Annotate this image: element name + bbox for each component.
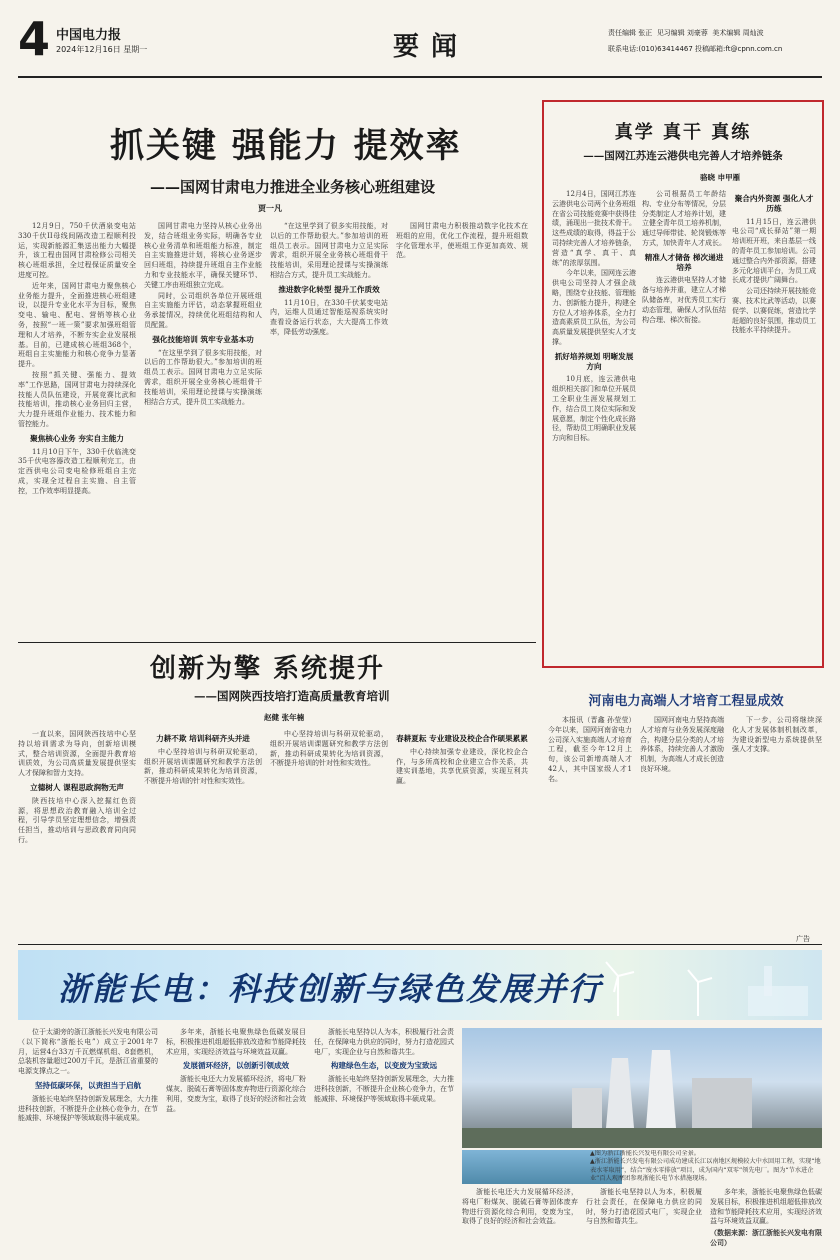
article3-title: 创新为擎 系统提升 xyxy=(150,654,386,684)
article2-subhead-3: 聚合内外资源 强化人才历练 xyxy=(734,194,814,213)
article4-title: 河南电力高端人才培育工程显成效 xyxy=(588,694,784,709)
paragraph: 11月10日，在330千伏某变电站内，运维人员通过智能巡视系统实时查看设备运行状态，大大提高工作效率，降低劳动强度。 xyxy=(270,298,388,336)
ad-subhead-3: 构建绿色生态，以变废为宝致远 xyxy=(330,1061,438,1071)
paragraph: 11月10日下午，330千伏临洮变35千伏电容器改造工程顺利完工，由定西供电公司变电检修班组自主完成，实现全过程自主实施、自主管控，工作效率明显提高。 xyxy=(18,447,136,495)
paragraph: 中心坚持培训与科研双轮驱动，组织开展培训课题研究和教学方法创新，推动科研成果转化为培训资源，不断提升培训的针对性和实效性。 xyxy=(270,730,388,768)
editor-2: 见习编辑 刘豪蓉 xyxy=(656,29,708,37)
article3-authors: 赵健 张年楠 xyxy=(264,713,305,722)
ad-col5 xyxy=(586,1188,702,1256)
ad-signature: （数据来源：浙江浙能长兴发电有限公司） xyxy=(710,1228,822,1247)
paragraph: 12月4日，国网江苏连云港供电公司两个业务班组在省公司技能竞赛中获得佳绩，涌现出一批技术骨干。这些成绩的取得，得益于公司持续完善人才培养链条，营造“真学、真干、真练”的浓厚氛围。 xyxy=(552,190,636,267)
photo-caption xyxy=(590,1150,822,1186)
article1-col4 xyxy=(396,222,528,630)
article2-title: 真学 真干 真练 xyxy=(614,122,752,143)
ad-subhead-1: 坚持低碳环保，以责担当于启航 xyxy=(34,1080,142,1090)
paragraph: “在这里学到了很多实用技能，对以后的工作帮助很大。”参加培训的班组员工表示。国网甘肃电力立足实际需求，组织开展全业务核心班组骨干技能培训，采用理论授课与实操演练相结合方式，提升员工实战能力。 xyxy=(144,348,262,406)
ad-rule xyxy=(18,944,822,945)
paragraph: 浙能长电坚持以人为本，积极履行社会责任，在保障电力供应的同时，努力打造花园式电厂，实现企业与自然和谐共生。 xyxy=(314,1028,454,1056)
paragraph: 10月底，连云港供电组织相关部门和单位开展员工全职业生涯发展规划工作，结合员工岗位实际和发展意愿，制定个性化成长路径，帮助员工明确职业发展方向和目标。 xyxy=(552,375,636,443)
editor-1: 责任编辑 张正 xyxy=(608,29,653,37)
paragraph: 中心坚持培训与科研双轮驱动，组织开展培训课题研究和教学方法创新，推动科研成果转化为培训资源，不断提升培训的针对性和实效性。 xyxy=(144,747,262,786)
paragraph: 多年来，浙能长电聚焦绿色低碳发展目标，积极推进机组超低排放改造和节能降耗技术应用，实现经济效益与环境效益双赢。 xyxy=(166,1028,306,1056)
paragraph: 陕西技培中心深入挖掘红色资源，将思想政治教育融入培训全过程，引导学员坚定理想信念，增强责任担当，推动培训与思政教育同向同行。 xyxy=(18,796,136,844)
power-plant-photo xyxy=(462,1028,822,1148)
paragraph: 浙能长电还大力发展循环经济，将电厂粉煤灰、脱硫石膏等固体废弃物进行资源化综合利用，变废为宝，取得了良好的经济和社会效益。 xyxy=(166,1075,306,1113)
caption-1: ▲图为浙江浙能长兴发电有限公司全景。 xyxy=(590,1150,700,1157)
ad-col1 xyxy=(18,1028,158,1256)
ad-col6 xyxy=(710,1188,822,1256)
paragraph: 浙能长电还大力发展循环经济，将电厂粉煤灰、脱硫石膏等固体废弃物进行资源化综合利用，变废为宝，取得了良好的经济和社会效益。 xyxy=(462,1188,578,1226)
article1-subhead-1: 聚焦核心业务 夯实自主能力 xyxy=(30,433,124,443)
article2-subhead-2: 精准人才储备 梯次递进培养 xyxy=(644,252,724,272)
article3-col3 xyxy=(270,730,388,932)
ad-col3 xyxy=(314,1028,454,1256)
paragraph: 国网甘肃电力积极推动数字化技术在班组的应用，优化工作流程，提升班组数字化管理水平，使班组工作更加高效、规范。 xyxy=(396,222,528,260)
article3-subhead-1: 立德树人 课程思政润物无声 xyxy=(30,782,124,792)
paragraph: 近年来，国网甘肃电力聚焦核心业务能力提升，全面推进核心班组建设，以提升专业化水平为目标，聚焦变电、输电、配电、营销等核心业务，按照“一班一策”要求加强班组管理和人才培养，不断夯实企业发展根基。目前，已建成核心班组368个，班组自主实施能力和核心竞争力显著提升。 xyxy=(18,281,136,369)
article3-subtitle: ——国网陕西技培打造高质量教育培训 xyxy=(194,689,390,703)
article1-col3 xyxy=(270,222,388,630)
article2-col3 xyxy=(732,190,816,658)
paragraph: 国网河南电力坚持高端人才培育与业务发展深度融合，构建分层分类的人才培养体系，持续完善人才激励机制，为高端人才成长创造良好环境。 xyxy=(640,716,724,773)
article3-subhead-3: 春耕夏耘 专业建设及校企合作硕果累累 xyxy=(396,734,528,743)
article2-col2 xyxy=(642,190,726,658)
paragraph: 国网甘肃电力坚持从核心业务出发，结合班组业务实际，明确各专业核心业务清单和班组能力标准，制定自主实施推进计划，将核心业务逐步回归班组，持续提升班组自主作业能力和专业技能水平，确保关键环节、关键工序由班组独立完成。 xyxy=(144,222,262,289)
paragraph: 中心持续加强专业建设，深化校企合作，与多所高校和企业建立合作关系，共建实训基地，共享优质资源，实现互利共赢。 xyxy=(396,747,528,786)
paragraph: 公司根据员工年龄结构、专业分布等情况，分层分类制定人才培养计划，建立健全青年员工培养机制，通过导师带徒、轮岗锻炼等方式，加快青年人才成长。 xyxy=(642,190,726,247)
ad-col4 xyxy=(462,1188,578,1256)
article4-col1 xyxy=(548,716,632,932)
article1-subhead-2: 强化技能培训 筑牢专业基本功 xyxy=(152,334,254,344)
paragraph: 本报讯（晋鑫 孙莹莹）今年以来，国网河南省电力公司深入实施高端人才培育工程，截至今年12月上旬，该公司新增高端人才42人，其中国家级人才1名。 xyxy=(548,716,632,783)
paragraph: 连云港供电坚持人才储备与培养并重，建立人才梯队储备库，对优秀员工实行动态管理，确保人才队伍结构合理、梯次衔接。 xyxy=(642,276,726,324)
article2-authors: 骆晓 申甲雁 xyxy=(700,173,741,182)
ad-title: 浙能长电：科技创新与绿色发展并行 xyxy=(58,970,603,1008)
wind-turbine-icon xyxy=(578,956,818,1016)
section-title: 要闻 xyxy=(393,32,470,62)
paragraph: 浙能长电始终坚持创新发展理念，大力推进科技创新，不断提升企业核心竞争力，在节能减排、环境保护等领域取得丰硕成果。 xyxy=(18,1094,158,1123)
paper-name: 中国电力报 xyxy=(56,28,122,43)
article2-subtitle: ——国网江苏连云港供电完善人才培养链条 xyxy=(583,150,783,162)
paragraph: 11月15日，连云港供电公司“成长驿站”第一期培训班开班，来自基层一线的青年员工参加培训。公司通过整合内外部资源，搭建多元化培训平台，为员工成长成才提供广阔舞台。 xyxy=(732,217,816,285)
paragraph: 下一步，公司将继续深化人才发展体制机制改革，为建设新型电力系统提供坚强人才支撑。 xyxy=(732,716,822,754)
date-line: 2024年12月16日 星期一 xyxy=(56,45,148,54)
ad-subhead-2: 发展循环经济，以创新引领成效 xyxy=(182,1061,290,1071)
article3-subhead-2: 力耕不欺 培训科研齐头并进 xyxy=(156,734,250,743)
ad-banner xyxy=(18,950,822,1020)
masthead xyxy=(18,14,824,72)
paragraph: 多年来，浙能长电聚焦绿色低碳发展目标，积极推进机组超低排放改造和节能降耗技术应用，实现经济效益与环境效益双赢。 xyxy=(710,1188,822,1226)
paragraph: 浙能长电坚持以人为本，积极履行社会责任，在保障电力供应的同时，努力打造花园式电厂，实现企业与自然和谐共生。 xyxy=(586,1188,702,1226)
editor-line xyxy=(608,28,764,38)
ad-label: 广告 xyxy=(796,935,810,943)
paragraph: “在这里学到了很多实用技能，对以后的工作帮助很大。”参加培训的班组员工表示。国网甘肃电力立足实际需求，组织开展全业务核心班组骨干技能培训，采用理论授课与实操演练相结合方式，提升员工实战能力。 xyxy=(270,222,388,279)
paragraph: 12月9日，750千伏酒泉变电站330千伏II母线间隔改造工程顺利投运，实现新能源汇集送出能力大幅提升，该工程由国网甘肃检修公司相关核心班组承担，全过程保证质量安全进度可控。 xyxy=(18,222,136,279)
article4-col2 xyxy=(640,716,724,932)
article4-col3 xyxy=(732,716,822,932)
article1-author: 贾一凡 xyxy=(258,204,282,213)
article3-col1 xyxy=(18,730,136,932)
editor-3: 美术编辑 周灿波 xyxy=(712,29,764,37)
paragraph: 今年以来，国网连云港供电公司坚持人才强企战略，围绕专业技能、管理能力、创新能力提升，构建全方位人才培养体系，全力打造高素质员工队伍，为公司高质量发展提供坚实人才支撑。 xyxy=(552,269,636,346)
article3-col2 xyxy=(144,730,262,932)
paragraph: 一直以来，国网陕西技培中心坚持以培训需求为导向，创新培训模式，整合培训资源，全面提升教育培训质效，为公司高质量发展提供坚实人才保障和智力支持。 xyxy=(18,730,136,778)
caption-2: ▲浙江浙能长兴发电有限公司成功建成长江以南地区规模较大中水回用工程，实现“地表水零取用”，结合“废水零排放”项目，成为国内“双零”领先电厂。图为“节水进企业”百人观摩团参观浙能长电节水措施现场。 xyxy=(590,1158,821,1183)
article1-title: 抓关键 强能力 提效率 xyxy=(110,126,462,166)
ad-col2 xyxy=(166,1028,306,1256)
article1-col1 xyxy=(18,222,136,630)
article1-col2 xyxy=(144,222,262,630)
header-rule xyxy=(18,76,822,78)
contact-line: 联系电话:(010)63414467 投稿邮箱:ft@cpnn.com.cn xyxy=(608,45,783,53)
paragraph: 按照“抓关键、强能力、提效率”工作思路，国网甘肃电力持续深化技能人员队伍建设，开展竞赛比武和技能培训，推动核心业务回归主营，大力提升班组作业能力、技术能力和管控能力。 xyxy=(18,370,136,428)
article2-col1 xyxy=(552,190,636,658)
paragraph: 同时，公司组织各单位开展班组自主实施能力评估，动态掌握班组业务承接情况，持续优化班组结构和人员配置。 xyxy=(144,291,262,329)
article1-subhead-3: 推进数字化转型 提升工作质效 xyxy=(278,284,380,294)
article1-subtitle: ——国网甘肃电力推进全业务核心班组建设 xyxy=(150,178,436,196)
page-number: 4 xyxy=(18,12,51,66)
article2-subhead-1: 抓好培养规划 明晰发展方向 xyxy=(554,351,634,371)
article3-col4 xyxy=(396,730,528,932)
paragraph: 公司还持续开展技能竞赛、技术比武等活动，以赛促学、以赛促练，营造比学赶超的良好氛围，推动员工技能水平持续提升。 xyxy=(732,287,816,335)
paragraph: 浙能长电始终坚持创新发展理念，大力推进科技创新，不断提升企业核心竞争力，在节能减排、环境保护等领域取得丰硕成果。 xyxy=(314,1075,454,1103)
mid-rule xyxy=(18,642,536,643)
paragraph: 位于太湖旁的浙江浙能长兴发电有限公司（以下简称“浙能长电”）成立于2001年7月，运营4台33万千瓦燃煤机组、8套燃机，总装机容量超过200万千瓦，是浙江省重要的电源支撑点之一。 xyxy=(18,1028,158,1076)
